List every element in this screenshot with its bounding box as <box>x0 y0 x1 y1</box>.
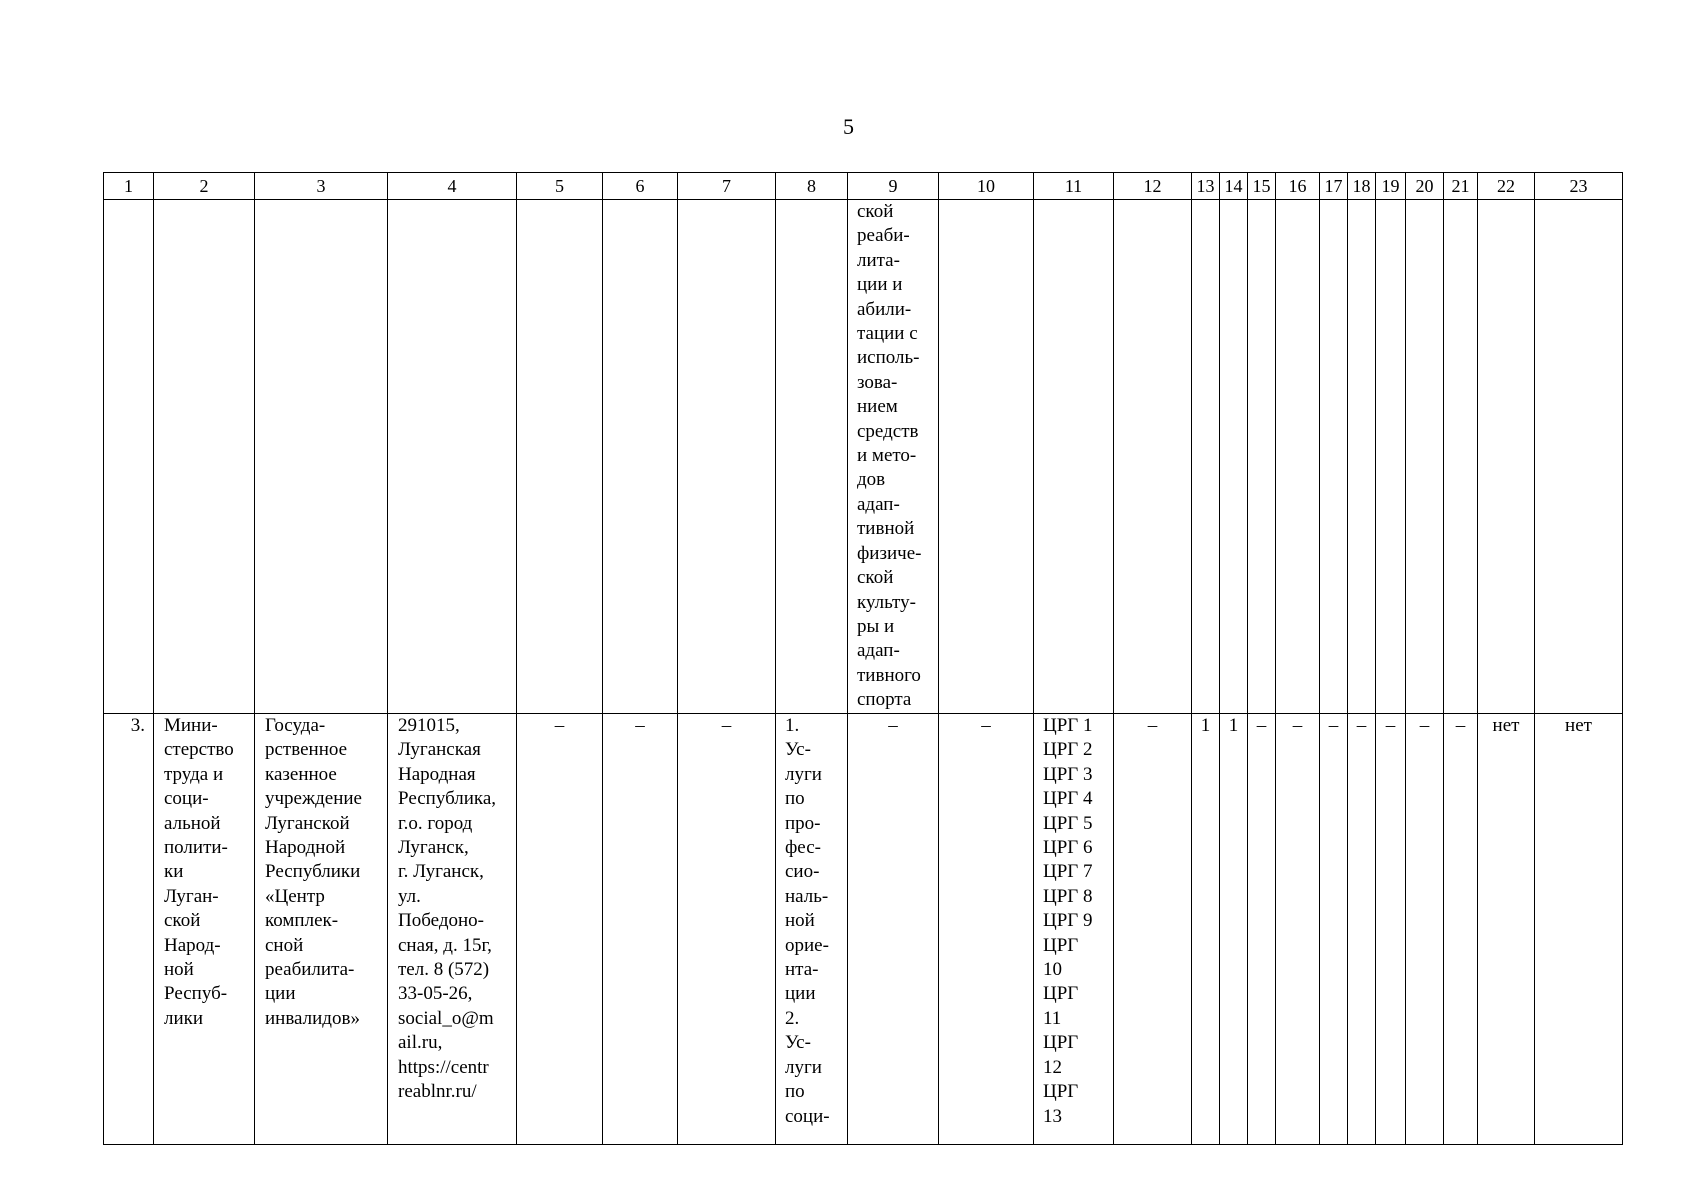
cell-value: – <box>1419 715 1430 736</box>
column-header: 19 <box>1376 173 1406 200</box>
column-header: 5 <box>517 173 603 200</box>
ministry-name: Мини- стерство труда и соци- альной полити- ки Луган- ской Народ- ной Респуб- лики <box>164 715 234 1029</box>
table-cell <box>939 200 1034 714</box>
table-cell <box>1406 714 1444 1145</box>
table-cell <box>1220 200 1248 714</box>
column-header: 4 <box>388 173 517 200</box>
table-cell <box>1248 200 1276 714</box>
table-cell <box>1248 714 1276 1145</box>
column-header: 7 <box>678 173 776 200</box>
page-number: 5 <box>843 114 854 139</box>
cell-value: нет <box>1492 715 1520 736</box>
table-cell <box>776 200 848 714</box>
table-cell <box>104 714 154 1145</box>
table-cell <box>776 714 848 1145</box>
column-header: 1 <box>104 173 154 200</box>
column-header: 15 <box>1248 173 1276 200</box>
table-cell <box>1220 714 1248 1145</box>
column-header: 22 <box>1478 173 1535 200</box>
table-cell <box>1034 200 1114 714</box>
table-header <box>104 173 1623 200</box>
column-header: 16 <box>1276 173 1320 200</box>
cell-value: – <box>635 715 645 736</box>
cell-value: – <box>981 715 991 736</box>
table-cell <box>517 200 603 714</box>
column-header: 12 <box>1114 173 1192 200</box>
table-cell <box>1535 200 1623 714</box>
table-cell <box>154 200 255 714</box>
table-cell <box>255 714 388 1145</box>
table-cell <box>1535 714 1623 1145</box>
column-header: 20 <box>1406 173 1444 200</box>
column-header: 6 <box>603 173 678 200</box>
table-cell <box>1320 200 1348 714</box>
column-header: 14 <box>1220 173 1248 200</box>
table-cell <box>1376 714 1406 1145</box>
table-cell <box>1348 714 1376 1145</box>
table-cell <box>1034 714 1114 1145</box>
table-cell <box>1348 200 1376 714</box>
column-header: 2 <box>154 173 255 200</box>
table-cell <box>939 714 1034 1145</box>
cell-value: 1 <box>1228 715 1239 736</box>
column-header: 10 <box>939 173 1034 200</box>
table-cell <box>678 200 776 714</box>
table-row-3 <box>104 714 1623 1145</box>
table-cell <box>1114 714 1192 1145</box>
institution-address: 291015, Луганская Народная Республика, г.о. город Луганск, г. Луганск, ул. Победоно- сная, д. 15г, тел. 8 (572) 33-05-26, social_o@m ail.ru, https://centr reablnr.ru/ <box>398 715 497 1103</box>
register-table <box>103 172 1623 1145</box>
cell-value: 1 <box>1200 715 1211 736</box>
column-header: 21 <box>1444 173 1478 200</box>
table-cell <box>1114 200 1192 714</box>
table-cell <box>104 200 154 714</box>
table-cell <box>1444 200 1478 714</box>
table-cell <box>603 200 678 714</box>
column-header: 18 <box>1348 173 1376 200</box>
table-cell <box>848 714 939 1145</box>
table-cell <box>1192 200 1220 714</box>
column-number-row <box>104 173 1623 200</box>
table-cell <box>388 200 517 714</box>
institution-name: Госуда- рственное казенное учреждение Луганской Народной Республики «Центр комплек- сной реабилита- ции инвалидов» <box>265 715 362 1029</box>
table-cell <box>603 714 678 1145</box>
target-groups: ЦРГ 1 ЦРГ 2 ЦРГ 3 ЦРГ 4 ЦРГ 5 ЦРГ 6 ЦРГ 7 ЦРГ 8 ЦРГ 9 ЦРГ 10 ЦРГ 11 ЦРГ 12 ЦРГ 13 <box>1043 715 1093 1127</box>
column-header: 9 <box>848 173 939 200</box>
table-cell <box>517 714 603 1145</box>
cell-value: – <box>1328 715 1339 736</box>
column-header: 23 <box>1535 173 1623 200</box>
table-cell <box>1276 200 1320 714</box>
services-list: 1. Ус- луги по про- фес- сио- наль- ной орие- нта- ции 2. Ус- луги по соци- <box>785 715 830 1127</box>
table-cell <box>1478 714 1535 1145</box>
cell-value: – <box>1292 715 1303 736</box>
cell-value: – <box>1147 715 1158 736</box>
table-cell <box>1320 714 1348 1145</box>
table-row-continued <box>104 200 1623 714</box>
table-cell <box>1276 714 1320 1145</box>
cell-value: – <box>1385 715 1396 736</box>
cell-value: – <box>554 715 565 736</box>
table-cell <box>848 200 939 714</box>
table-cell <box>388 714 517 1145</box>
cell-value: – <box>1455 715 1466 736</box>
service-description-continued: ской реаби- лита- ции и абили- тации с исполь- зова- нием средств и мето- дов адап- тивной физиче- ской культу- ры и адап- тивного спорта <box>857 201 922 711</box>
column-header: 11 <box>1034 173 1114 200</box>
table-cell <box>255 200 388 714</box>
column-header: 13 <box>1192 173 1220 200</box>
column-header: 3 <box>255 173 388 200</box>
table-cell <box>1192 714 1220 1145</box>
cell-value: – <box>721 715 732 736</box>
column-header: 17 <box>1320 173 1348 200</box>
table-cell <box>678 714 776 1145</box>
cell-value: – <box>1256 715 1267 736</box>
table-cell <box>1478 200 1535 714</box>
cell-value: – <box>888 715 898 736</box>
column-header: 8 <box>776 173 848 200</box>
table-cell <box>1444 714 1478 1145</box>
table-cell <box>154 714 255 1145</box>
table-cell <box>1406 200 1444 714</box>
cell-value: – <box>1356 715 1367 736</box>
table-cell <box>1376 200 1406 714</box>
row-number: 3. <box>130 715 145 736</box>
cell-value: нет <box>1565 715 1592 736</box>
